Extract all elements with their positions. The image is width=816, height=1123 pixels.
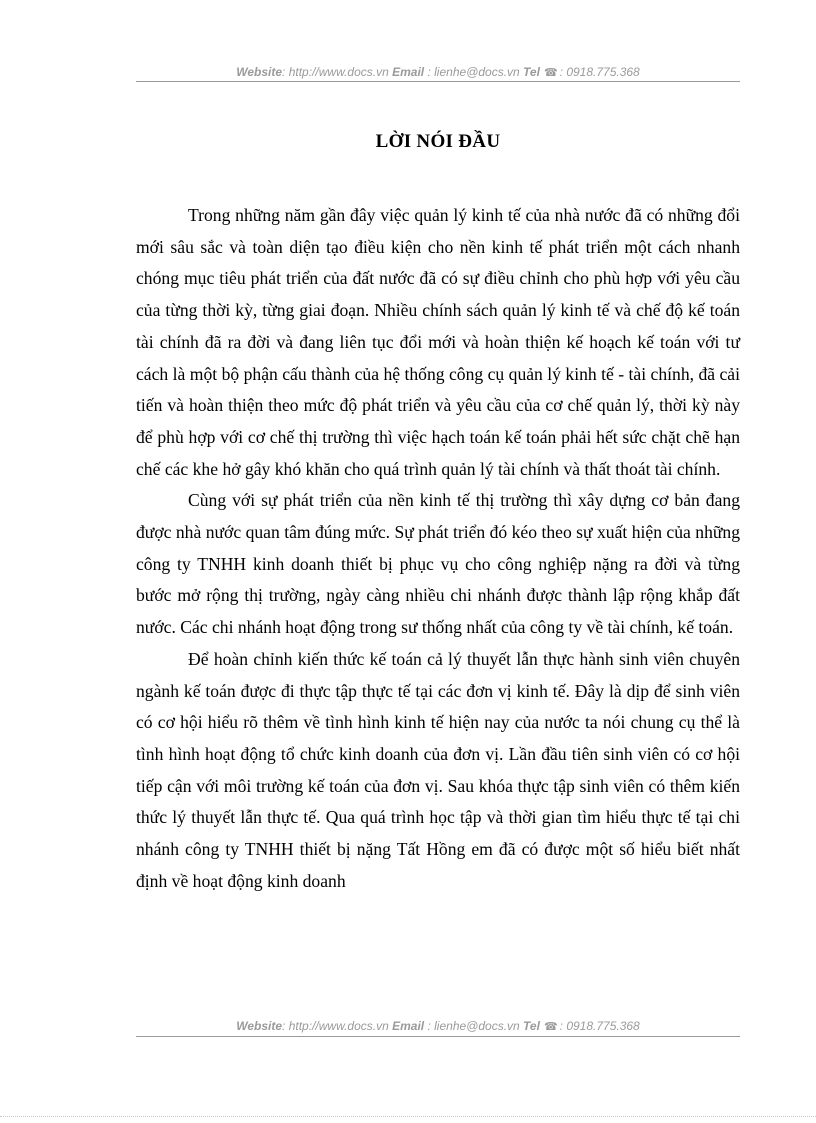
header-website-label: Website xyxy=(236,65,283,79)
header-tel-label: Tel xyxy=(523,65,540,79)
header-email-label: Email xyxy=(392,65,425,79)
footer-website-label: Website xyxy=(236,1019,283,1033)
paragraph: Cùng với sự phát triển của nền kinh tế thị trường thì xây dựng cơ bản đang được nhà nước quan tâm đúng mức. Sự phát triển đó kéo theo sự xuất hiện của những công ty TNHH kinh doanh thiết bị phục vụ cho công nghiệp nặng ra đời và từng bước mở rộng thị trường, ngày càng nhiều chi nhánh được thành lập rộng khắp đất nước. Các chi nhánh hoạt động trong sư thống nhất của công ty về tài chính, kế toán. xyxy=(136,490,740,638)
header-tel-value: : 0918.775.368 xyxy=(559,65,640,79)
header-website-value: : http://www.docs.vn xyxy=(282,65,389,79)
footer-email-label: Email xyxy=(392,1019,425,1033)
phone-icon: ☎ xyxy=(543,67,558,79)
page-header xyxy=(136,65,740,80)
footer-tel-value: : 0918.775.368 xyxy=(559,1019,640,1033)
footer-rule xyxy=(136,1036,740,1037)
page-title: LỜI NÓI ĐẦU xyxy=(375,131,501,152)
footer-website-value: : http://www.docs.vn xyxy=(282,1019,389,1033)
header-email-value: : lienhe@docs.vn xyxy=(427,65,520,79)
phone-icon: ☎ xyxy=(543,1021,558,1033)
header-rule xyxy=(136,81,740,82)
page-footer xyxy=(136,1019,740,1034)
document-body xyxy=(136,200,740,897)
page-edge-divider xyxy=(0,1116,816,1117)
footer-tel-label: Tel xyxy=(523,1019,540,1033)
paragraph: Trong những năm gần đây việc quản lý kinh tế của nhà nước đã có những đổi mới sâu sắc và toàn diện tạo điều kiện cho nền kinh tế phát triển một cách nhanh chóng mục tiêu phát triển của đất nước đã có sự điều chỉnh cho phù hợp với yêu cầu của từng thời kỳ, từng giai đoạn. Nhiều chính sách quản lý kinh tế và chế độ kế toán tài chính đã ra đời và đang liên tục đổi mới và hoàn thiện kế hoạch kế toán với tư cách là một bộ phận cấu thành của hệ thống công cụ quản lý kinh tế - tài chính, đã cải tiến và hoàn thiện theo mức độ phát triển và yêu cầu của cơ chế quản lý, thời kỳ này để phù hợp với cơ chế thị trường thì việc hạch toán kế toán phải hết sức chặt chẽ hạn chế các khe hở gây khó khăn cho quá trình quản lý tài chính và thất thoát tài chính. xyxy=(136,205,740,479)
footer-email-value: : lienhe@docs.vn xyxy=(427,1019,520,1033)
paragraph: Để hoàn chỉnh kiến thức kế toán cả lý thuyết lẫn thực hành sinh viên chuyên ngành kế toán được đi thực tập thực tế tại các đơn vị kinh tế. Đây là dịp để sinh viên có cơ hội hiểu rõ thêm về tình hình kinh tế hiện nay của nước ta nói chung cụ thể là tình hình hoạt động tổ chức kinh doanh của đơn vị. Lần đầu tiên sinh viên có cơ hội tiếp cận với môi trường kế toán của đơn vị. Sau khóa thực tập sinh viên có thêm kiến thức lý thuyết lẫn thực tế. Qua quá trình học tập và thời gian tìm hiểu thực tế tại chi nhánh công ty TNHH thiết bị nặng Tất Hồng em đã có được một số hiểu biết nhất định về hoạt động kinh doanh xyxy=(136,648,740,891)
